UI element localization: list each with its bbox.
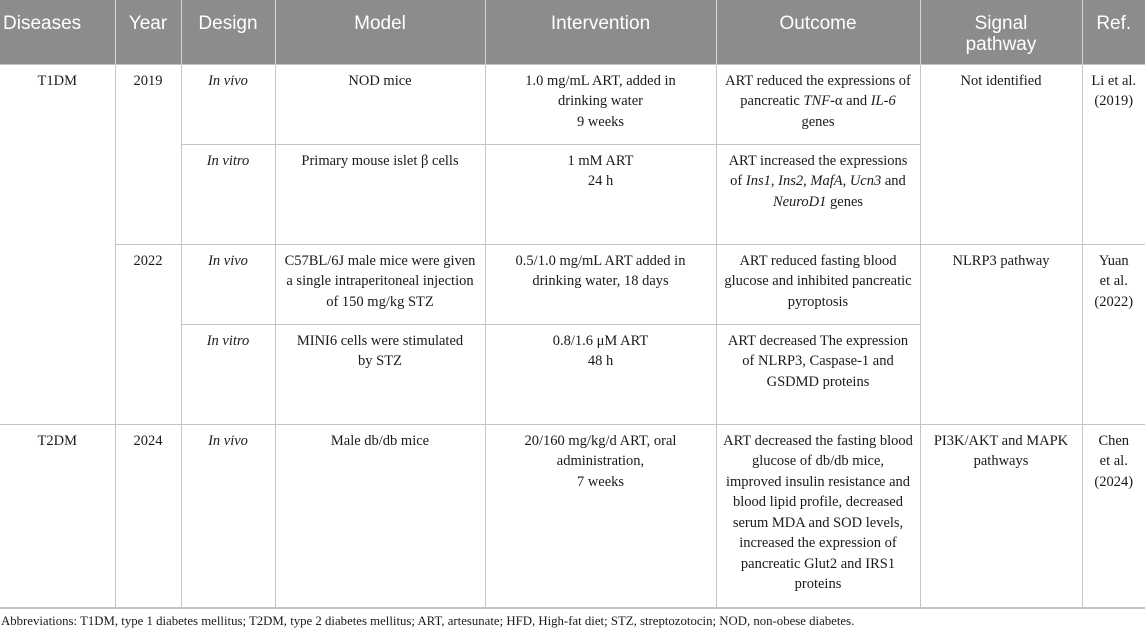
header-design: Design bbox=[181, 0, 275, 64]
header-ref: Ref. bbox=[1082, 0, 1145, 64]
model-cell: Primary mouse islet β cells bbox=[275, 144, 485, 244]
pathway-cell: PI3K/AKT and MAPK pathways bbox=[920, 424, 1082, 607]
table-row bbox=[0, 424, 1145, 607]
year-cell: 2019 bbox=[115, 64, 181, 244]
header-row bbox=[0, 0, 1145, 64]
outcome-cell: ART increased the expressions of Ins1, Ins2, MafA, Ucn3 and NeuroD1 genes bbox=[716, 144, 920, 244]
header-intervention: Intervention bbox=[485, 0, 716, 64]
header-year: Year bbox=[115, 0, 181, 64]
header-model: Model bbox=[275, 0, 485, 64]
pathway-cell: NLRP3 pathway bbox=[920, 244, 1082, 424]
design-cell: In vitro bbox=[181, 144, 275, 244]
disease-cell: T2DM bbox=[0, 424, 115, 607]
ref-cell: Yuan et al. (2022) bbox=[1082, 244, 1145, 424]
model-cell: MINI6 cells were stimulated by STZ bbox=[275, 324, 485, 424]
header-outcome: Outcome bbox=[716, 0, 920, 64]
model-cell: Male db/db mice bbox=[275, 424, 485, 607]
table-row bbox=[0, 244, 1145, 324]
intervention-cell: 1.0 mg/mL ART, added in drinking water 9 weeks bbox=[485, 64, 716, 144]
table-row bbox=[0, 64, 1145, 144]
design-cell: In vivo bbox=[181, 424, 275, 607]
outcome-cell: ART reduced the expressions of pancreatic TNF-α and IL-6 genes bbox=[716, 64, 920, 144]
abbreviations-footnote: Abbreviations: T1DM, type 1 diabetes mellitus; T2DM, type 2 diabetes mellitus; ART, artesunate; HFD, High-fat diet; STZ, streptozotocin; NOD, non-obese diabetes. bbox=[0, 608, 1145, 629]
year-cell: 2022 bbox=[115, 244, 181, 424]
header-signal-pathway: Signal pathway bbox=[920, 0, 1082, 64]
design-cell: In vitro bbox=[181, 324, 275, 424]
intervention-cell: 0.5/1.0 mg/mL ART added in drinking water, 18 days bbox=[485, 244, 716, 324]
intervention-cell: 1 mM ART 24 h bbox=[485, 144, 716, 244]
model-cell: NOD mice bbox=[275, 64, 485, 144]
year-cell: 2024 bbox=[115, 424, 181, 607]
pathway-cell: Not identified bbox=[920, 64, 1082, 244]
ref-cell: Chen et al. (2024) bbox=[1082, 424, 1145, 607]
header-diseases: Diseases bbox=[0, 0, 115, 64]
design-cell: In vivo bbox=[181, 244, 275, 324]
disease-cell: T1DM bbox=[0, 64, 115, 424]
outcome-cell: ART reduced fasting blood glucose and inhibited pancreatic pyroptosis bbox=[716, 244, 920, 324]
ref-cell: Li et al. (2019) bbox=[1082, 64, 1145, 244]
design-cell: In vivo bbox=[181, 64, 275, 144]
outcome-cell: ART decreased the fasting blood glucose of db/db mice, improved insulin resistance and blood lipid profile, decreased serum MDA and SOD levels, increased the expression of pancreatic Glut2 and IRS1 proteins bbox=[716, 424, 920, 607]
intervention-cell: 0.8/1.6 μM ART 48 h bbox=[485, 324, 716, 424]
intervention-cell: 20/160 mg/kg/d ART, oral administration, 7 weeks bbox=[485, 424, 716, 607]
outcome-cell: ART decreased The expression of NLRP3, Caspase-1 and GSDMD proteins bbox=[716, 324, 920, 424]
model-cell: C57BL/6J male mice were given a single intraperitoneal injection of 150 mg/kg STZ bbox=[275, 244, 485, 324]
